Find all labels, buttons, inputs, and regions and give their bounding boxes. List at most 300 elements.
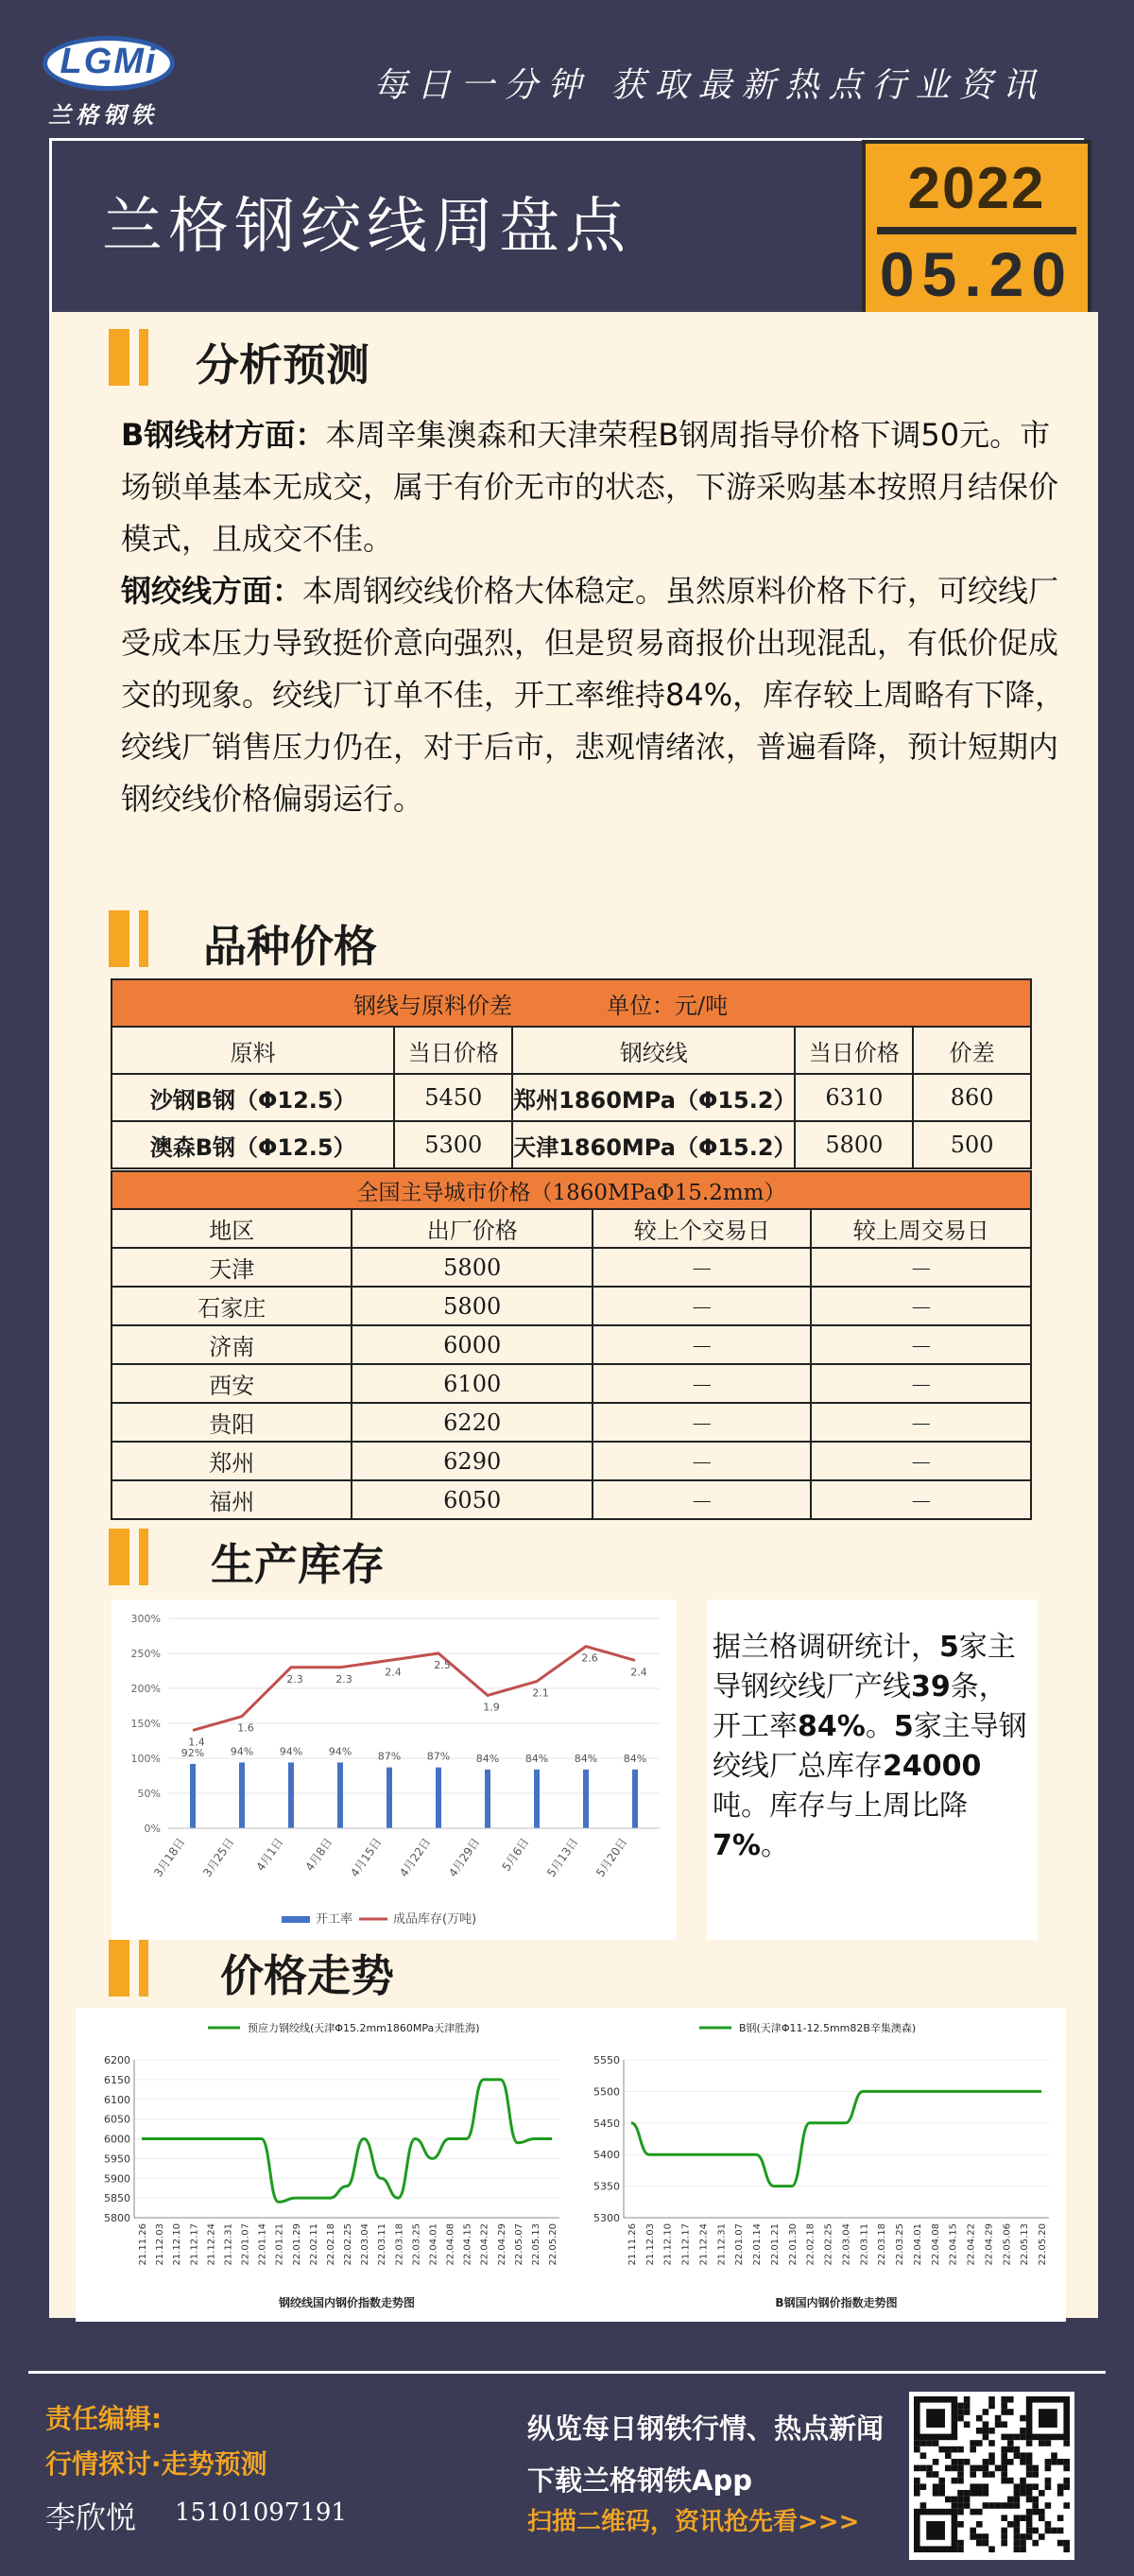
qr-module <box>1007 2434 1014 2441</box>
date-year: 2022 <box>907 156 1046 221</box>
slogan: 每日一分钟 获取最新热点行业资讯 <box>373 66 1046 105</box>
qr-module <box>1026 2528 1033 2534</box>
price-trend-svg <box>76 2008 1066 2322</box>
qr-module <box>964 2490 971 2497</box>
qr-module <box>1020 2434 1026 2441</box>
table-row <box>112 1248 1031 1287</box>
column-header: 当日价格 <box>795 1027 913 1074</box>
qr-module <box>1045 2465 1052 2472</box>
qr-module <box>970 2490 976 2497</box>
qr-module <box>1020 2478 1026 2484</box>
table-cell: 500 <box>913 1121 1031 1168</box>
chart-title: 预应力钢绞线(天津Φ15.2mm1860MPa天津胜海) <box>248 2022 480 2034</box>
qr-module <box>1045 2478 1052 2484</box>
qr-module <box>1063 2502 1070 2509</box>
bar-data-label: 84% <box>524 1752 549 1765</box>
qr-module <box>1014 2446 1021 2453</box>
table-cell: － <box>593 1325 812 1364</box>
qr-module <box>1007 2396 1014 2403</box>
qr-module <box>1014 2483 1021 2490</box>
qr-module <box>988 2452 995 2459</box>
table-cell: － <box>593 1248 812 1287</box>
qr-module <box>1057 2515 1064 2521</box>
qr-module <box>914 2490 920 2497</box>
qr-module <box>952 2502 958 2509</box>
qr-module <box>1063 2440 1070 2446</box>
date-month-day: 05.20 <box>879 239 1074 309</box>
bar-utilization <box>387 1768 392 1828</box>
qr-module <box>1001 2409 1007 2415</box>
table-cell: 860 <box>913 1074 1031 1121</box>
bar-utilization <box>337 1762 343 1828</box>
qr-module <box>1001 2540 1007 2547</box>
y-tick-label: 200% <box>130 1683 161 1695</box>
x-tick-label: 22.04.29 <box>984 2223 995 2266</box>
qr-module <box>976 2509 983 2515</box>
y-tick-label: 5450 <box>593 2117 620 2130</box>
bar-utilization <box>190 1764 196 1828</box>
qr-module <box>976 2483 983 2490</box>
qr-module <box>938 2483 945 2490</box>
qr-module <box>914 2440 920 2446</box>
qr-module <box>1045 2459 1052 2465</box>
qr-module <box>1014 2540 1021 2547</box>
qr-module <box>1051 2528 1057 2534</box>
table-cell: 郑州1860MPa（Φ15.2） <box>512 1074 795 1121</box>
spread-table-title-row <box>112 979 1031 1027</box>
price-trend-charts <box>76 2008 1066 2322</box>
section-marker <box>109 329 129 386</box>
table-cell: 福州 <box>112 1480 352 1519</box>
chart-caption: B钢国内钢价指数走势图 <box>775 2296 898 2309</box>
production-chart <box>112 1599 677 1940</box>
analysis-label-2: 钢绞线方面： <box>121 573 303 609</box>
chart-title: B钢(天津Φ11-12.5mm82B辛集澳森) <box>739 2022 917 2034</box>
bar-utilization <box>534 1770 540 1828</box>
brand-logo <box>43 36 184 130</box>
qr-module <box>970 2465 976 2472</box>
editor-subtitle: 行情探讨·走势预测 <box>45 2448 267 2480</box>
qr-module <box>1026 2471 1033 2478</box>
table-cell: 6220 <box>352 1403 593 1442</box>
qr-module <box>976 2415 983 2422</box>
y-tick-label: 5950 <box>104 2152 130 2166</box>
qr-module <box>1001 2528 1007 2534</box>
qr-module <box>970 2533 976 2540</box>
qr-module <box>957 2459 964 2465</box>
qr-module <box>1007 2521 1014 2528</box>
date-badge <box>862 140 1091 316</box>
qr-module <box>1007 2502 1014 2509</box>
qr-module <box>1007 2497 1014 2503</box>
qr-module <box>914 2446 920 2453</box>
analysis-paragraph-1 <box>121 409 1080 565</box>
qr-module <box>957 2502 964 2509</box>
spread-table <box>111 978 1032 1169</box>
table-cell: － <box>811 1480 1031 1519</box>
qr-module <box>1007 2440 1014 2446</box>
x-tick-label: 21.12.31 <box>716 2223 728 2266</box>
section-title-prices: 品种价格 <box>203 921 377 972</box>
qr-module <box>976 2490 983 2497</box>
qr-code[interactable] <box>909 2392 1074 2560</box>
bar-data-label: 94% <box>279 1745 303 1758</box>
qr-module <box>1020 2490 1026 2497</box>
x-tick-label: 22.03.18 <box>877 2223 888 2266</box>
qr-module <box>976 2465 983 2472</box>
price-line <box>142 2080 552 2202</box>
editor-phone: 15101097191 <box>175 2498 347 2527</box>
qr-module <box>938 2446 945 2453</box>
table-cell: 6290 <box>352 1442 593 1480</box>
y-tick-label: 100% <box>130 1753 161 1765</box>
qr-module <box>1001 2446 1007 2453</box>
section-marker <box>139 1940 148 1997</box>
line-data-label: 2.1 <box>532 1686 549 1700</box>
qr-module <box>1026 2459 1033 2465</box>
qr-module <box>988 2471 995 2478</box>
table-cell: 沙钢B钢（Φ12.5） <box>112 1074 394 1121</box>
qr-module <box>1001 2452 1007 2459</box>
section-trend-header <box>109 1940 487 2001</box>
y-tick-label: 6150 <box>104 2073 130 2086</box>
table-cell: 天津1860MPa（Φ15.2） <box>512 1121 795 1168</box>
qr-module <box>1051 2452 1057 2459</box>
section-marker <box>139 910 148 967</box>
bar-utilization <box>632 1770 638 1828</box>
legend-swatch-utilization <box>282 1916 310 1923</box>
qr-module <box>988 2428 995 2434</box>
qr-module <box>1026 2452 1033 2459</box>
section-production-header <box>109 1529 487 1590</box>
analysis-label-1: B钢线材方面： <box>121 417 326 453</box>
y-tick-label: 250% <box>130 1648 161 1660</box>
prod-text-part: 条，开工率 <box>713 1670 1007 1743</box>
qr-module <box>1026 2533 1033 2540</box>
qr-module <box>1057 2528 1064 2534</box>
x-tick-label: 5月6日 <box>499 1835 532 1874</box>
x-tick-label: 22.01.14 <box>752 2223 764 2266</box>
editor-label: 责任编辑: <box>45 2403 163 2434</box>
qr-module <box>983 2502 989 2509</box>
qr-module <box>983 2540 989 2547</box>
qr-module <box>914 2483 920 2490</box>
x-tick-label: 22.05.13 <box>1020 2223 1031 2266</box>
qr-module <box>983 2471 989 2478</box>
column-header: 原料 <box>112 1027 394 1074</box>
qr-module <box>964 2459 971 2465</box>
table-cell: 澳森B钢（Φ12.5） <box>112 1121 394 1168</box>
qr-module <box>952 2465 958 2472</box>
qr-module <box>1014 2533 1021 2540</box>
bar-utilization <box>288 1762 294 1828</box>
section-marker <box>109 1940 129 1997</box>
qr-module <box>957 2409 964 2415</box>
qr-module <box>957 2540 964 2547</box>
qr-module <box>995 2415 1002 2422</box>
qr-module <box>1014 2497 1021 2503</box>
spread-table-unit: 单位：元/吨 <box>607 992 729 1019</box>
qr-module <box>957 2403 964 2410</box>
qr-module <box>964 2497 971 2503</box>
table-cell: － <box>593 1480 812 1519</box>
table-row <box>112 1364 1031 1403</box>
qr-module <box>1063 2465 1070 2472</box>
table-cell: 天津 <box>112 1248 352 1287</box>
table-cell: 6050 <box>352 1480 593 1519</box>
city-price-table <box>111 1170 1032 1520</box>
qr-module <box>1001 2502 1007 2509</box>
city-table-header-row <box>112 1209 1031 1248</box>
production-chart-svg <box>112 1599 677 1940</box>
qr-module <box>1014 2546 1021 2552</box>
qr-module <box>957 2415 964 2422</box>
qr-module <box>1026 2483 1033 2490</box>
promo-line-1: 纵览每日钢铁行情、热点新闻 <box>527 2412 885 2445</box>
y-tick-label: 6050 <box>104 2113 130 2126</box>
line-data-label: 2.5 <box>434 1659 451 1671</box>
qr-module <box>1020 2515 1026 2521</box>
table-cell: － <box>811 1364 1031 1403</box>
qr-module <box>1014 2515 1021 2521</box>
table-cell: 6100 <box>352 1364 593 1403</box>
qr-module <box>952 2497 958 2503</box>
x-tick-label: 22.02.25 <box>343 2223 353 2266</box>
qr-module <box>1014 2528 1021 2534</box>
promo-line-2: 下载兰格钢铁App <box>527 2464 752 2497</box>
x-tick-label: 22.02.11 <box>308 2223 319 2266</box>
table-cell: － <box>593 1442 812 1480</box>
qr-module <box>1032 2509 1039 2515</box>
x-tick-label: 22.01.07 <box>240 2223 251 2266</box>
page-title: 兰格钢绞线周盘点 <box>102 192 631 262</box>
qr-module <box>983 2409 989 2415</box>
x-tick-label: 22.02.18 <box>805 2223 816 2266</box>
qr-module <box>1039 2440 1045 2446</box>
table-cell: － <box>593 1287 812 1325</box>
qr-module <box>945 2452 952 2459</box>
qr-module <box>983 2459 989 2465</box>
qr-module <box>1045 2502 1052 2509</box>
qr-module <box>1001 2533 1007 2540</box>
qr-module <box>957 2509 964 2515</box>
x-tick-label: 22.01.29 <box>291 2223 302 2266</box>
table-row <box>112 1325 1031 1364</box>
x-tick-label: 21.12.31 <box>223 2223 234 2266</box>
x-tick-label: 22.05.06 <box>1002 2223 1013 2266</box>
qr-module <box>1032 2540 1039 2547</box>
table-cell: 5800 <box>795 1121 913 1168</box>
line-data-label: 2.3 <box>286 1672 303 1686</box>
qr-module <box>988 2546 995 2552</box>
date-divider <box>877 227 1076 234</box>
y-tick-label: 5900 <box>104 2172 130 2186</box>
qr-module <box>926 2471 933 2478</box>
prod-text-part: 据兰格调研统计， <box>713 1631 939 1664</box>
section-title-analysis: 分析预测 <box>196 339 369 390</box>
x-tick-label: 21.12.24 <box>206 2223 217 2266</box>
y-tick-label: 5400 <box>593 2149 620 2162</box>
x-tick-label: 22.03.11 <box>859 2223 870 2266</box>
qr-module <box>995 2421 1002 2428</box>
qr-module <box>995 2465 1002 2472</box>
bar-data-label: 84% <box>475 1752 500 1765</box>
x-tick-label: 4月29日 <box>446 1835 483 1880</box>
qr-module <box>988 2396 995 2403</box>
qr-module <box>952 2446 958 2453</box>
qr-module <box>988 2403 995 2410</box>
qr-module <box>1014 2490 1021 2497</box>
qr-module <box>964 2409 971 2415</box>
x-tick-label: 21.11.26 <box>627 2223 638 2266</box>
y-tick-label: 5800 <box>104 2212 130 2224</box>
x-tick-label: 22.03.25 <box>895 2223 906 2266</box>
x-tick-label: 22.01.14 <box>257 2223 268 2266</box>
line-data-label: 1.9 <box>483 1701 500 1714</box>
qr-module <box>970 2446 976 2453</box>
qr-finder <box>926 2409 945 2428</box>
qr-module <box>1026 2509 1033 2515</box>
qr-finder <box>1039 2409 1057 2428</box>
x-tick-label: 5月13日 <box>544 1835 581 1880</box>
table-cell: 郑州 <box>112 1442 352 1480</box>
qr-module <box>1001 2396 1007 2403</box>
qr-module <box>1020 2540 1026 2547</box>
qr-module <box>920 2440 927 2446</box>
qr-module <box>1014 2521 1021 2528</box>
logo-letters: LGMi <box>60 42 158 81</box>
qr-module <box>1001 2478 1007 2484</box>
prod-text-part: 家主导钢绞线厂产线 <box>713 1631 1016 1703</box>
table-cell: 6310 <box>795 1074 913 1121</box>
qr-module <box>1020 2533 1026 2540</box>
qr-module <box>983 2465 989 2472</box>
qr-module <box>1020 2415 1026 2422</box>
y-tick-label: 5550 <box>593 2054 620 2066</box>
qr-module <box>983 2428 989 2434</box>
prod-number: 5 <box>939 1631 959 1664</box>
analysis-text-1: 本周辛集澳森和天津荣程B钢周指导价格下调50元。市场锁单基本无成交，属于有价无市的状态，下游采购基本按照月结保价模式，且成交不佳。 <box>121 417 1059 557</box>
prod-number: 84% <box>798 1710 866 1743</box>
qr-module <box>1001 2465 1007 2472</box>
x-tick-label: 22.04.22 <box>479 2223 490 2266</box>
spread-table-header-row <box>112 1027 1031 1074</box>
qr-module <box>933 2440 939 2446</box>
x-tick-label: 22.04.22 <box>966 2223 977 2266</box>
qr-module <box>1007 2446 1014 2453</box>
qr-module <box>920 2465 927 2472</box>
qr-module <box>957 2546 964 2552</box>
x-tick-label: 22.05.13 <box>530 2223 541 2266</box>
qr-module <box>933 2459 939 2465</box>
qr-module <box>1063 2540 1070 2547</box>
y-tick-label: 6200 <box>104 2054 130 2066</box>
qr-module <box>914 2478 920 2484</box>
qr-module <box>1032 2483 1039 2490</box>
qr-module <box>945 2465 952 2472</box>
qr-module <box>1001 2471 1007 2478</box>
x-tick-label: 22.01.30 <box>787 2223 799 2266</box>
y-tick-label: 6100 <box>104 2093 130 2106</box>
x-tick-label: 22.04.15 <box>462 2223 473 2266</box>
table-cell: － <box>811 1287 1031 1325</box>
y-tick-label: 50% <box>137 1788 161 1800</box>
qr-module <box>976 2521 983 2528</box>
prod-number: 24000 <box>883 1750 982 1783</box>
qr-module <box>957 2446 964 2453</box>
qr-module <box>952 2478 958 2484</box>
analysis-paragraph-2 <box>121 565 1080 825</box>
x-tick-label: 21.12.10 <box>662 2223 674 2266</box>
section-marker <box>109 910 129 967</box>
x-tick-label: 22.02.18 <box>325 2223 336 2266</box>
qr-module <box>1032 2471 1039 2478</box>
qr-module <box>964 2502 971 2509</box>
bar-data-label: 94% <box>328 1745 352 1758</box>
y-tick-label: 5850 <box>104 2192 130 2205</box>
qr-module <box>1032 2497 1039 2503</box>
qr-module <box>1007 2459 1014 2465</box>
x-tick-label: 21.12.17 <box>189 2223 200 2266</box>
qr-module <box>1020 2459 1026 2465</box>
qr-module <box>1007 2409 1014 2415</box>
qr-module <box>933 2490 939 2497</box>
y-tick-label: 300% <box>130 1613 161 1625</box>
qr-module <box>920 2452 927 2459</box>
qr-module <box>938 2478 945 2484</box>
column-header: 地区 <box>112 1209 352 1248</box>
qr-module <box>1014 2502 1021 2509</box>
qr-code-svg <box>909 2392 1074 2560</box>
bar-utilization <box>583 1770 589 1828</box>
qr-module <box>952 2459 958 2465</box>
column-header: 较上周交易日 <box>811 1209 1031 1248</box>
y-tick-label: 150% <box>130 1718 161 1730</box>
table-row <box>112 1442 1031 1480</box>
qr-module <box>1001 2434 1007 2441</box>
bar-data-label: 94% <box>230 1745 254 1758</box>
price-line <box>631 2091 1041 2186</box>
x-tick-label: 4月22日 <box>397 1835 434 1880</box>
qr-module <box>970 2483 976 2490</box>
column-header: 价差 <box>913 1027 1031 1074</box>
qr-module <box>970 2471 976 2478</box>
table-row <box>112 1480 1031 1519</box>
x-tick-label: 22.04.15 <box>948 2223 959 2266</box>
qr-module <box>983 2421 989 2428</box>
qr-module <box>983 2483 989 2490</box>
qr-module <box>1020 2428 1026 2434</box>
qr-module <box>1026 2490 1033 2497</box>
qr-module <box>957 2521 964 2528</box>
line-data-label: 1.4 <box>188 1736 205 1749</box>
y-tick-label: 0% <box>144 1823 161 1835</box>
qr-module <box>1063 2459 1070 2465</box>
qr-module <box>1039 2509 1045 2515</box>
line-data-label: 2.4 <box>630 1666 647 1679</box>
qr-module <box>1014 2452 1021 2459</box>
qr-module <box>1001 2515 1007 2521</box>
promo-line-3[interactable]: 扫描二维码，资讯抢先看>>> <box>527 2508 860 2536</box>
qr-module <box>1039 2515 1045 2521</box>
qr-module <box>1063 2478 1070 2484</box>
x-tick-label: 4月1日 <box>253 1835 286 1874</box>
qr-module <box>983 2490 989 2497</box>
qr-module <box>995 2502 1002 2509</box>
x-tick-label: 22.03.18 <box>394 2223 405 2266</box>
prod-text-part: 。 <box>865 1710 894 1743</box>
qr-module <box>1026 2515 1033 2521</box>
